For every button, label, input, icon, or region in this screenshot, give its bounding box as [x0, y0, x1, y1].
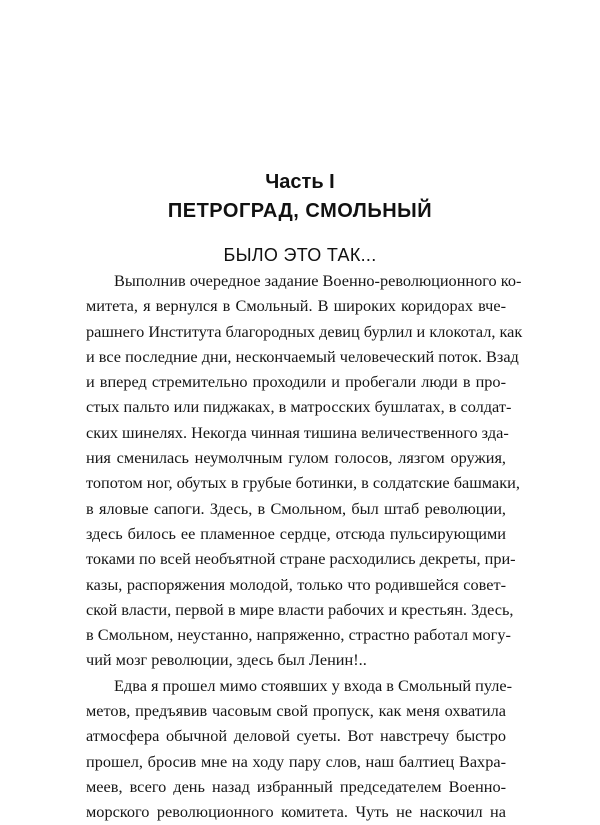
text-line: рашнего Института благородных девиц бурлил и клокотал, как — [86, 321, 523, 341]
text-line: метов, предъявив часовым свой пропуск, как меня охватила — [86, 701, 506, 721]
text-line: Выполнив очередное задание Военно-революционного ко- — [114, 271, 522, 290]
text-line: в Смольном, неустанно, напряженно, страстно работал могу- — [86, 625, 511, 645]
text-line: стых пальто или пиджаках, в матросских бушлатах, в солдат- — [86, 397, 512, 417]
text-line: атмосфера обычной деловой суеты. Вот навстречу быстро — [86, 726, 506, 746]
part-title: ПЕТРОГРАД, СМОЛЬНЫЙ — [167, 200, 433, 222]
body-text — [86, 268, 523, 825]
text-line: митета, я вернулся в Смольный. В широких коридорах вче- — [86, 296, 506, 316]
part-label: Часть I — [265, 171, 335, 193]
text-line: ния сменилась неумолчным гулом голосов, лязгом оружия, — [86, 448, 506, 468]
text-line: здесь билось ее пламенное сердце, отсюда пульсирующими — [86, 523, 506, 543]
text-line: казы, распоряжения молодой, только что родившейся совет- — [86, 574, 506, 594]
text-line: ских шинелях. Некогда чинная тишина величественного зда- — [86, 422, 509, 442]
text-line: морского революционного комитета. Чуть не наскочил на — [86, 802, 506, 822]
text-line: токами по всей необъятной стране расходились декреты, при- — [86, 549, 516, 569]
section-heading: БЫЛО ЭТО ТАК... — [223, 245, 377, 265]
text-line: прошел, бросив мне на ходу пару слов, наш балтиец Вахра- — [86, 751, 506, 771]
text-line: чий мозг революции, здесь был Ленин!.. — [86, 650, 367, 670]
text-line: топотом ног, обутых в грубые ботинки, в солдатские башмаки, — [86, 473, 520, 493]
text-line: ской власти, первой в мире власти рабочих и крестьян. Здесь, — [86, 599, 514, 619]
text-line: в яловые сапоги. Здесь, в Смольном, был штаб революции, — [86, 498, 506, 518]
text-line: Едва я прошел мимо стоявших у входа в Смольный пуле- — [114, 675, 513, 695]
text-line: меев, всего день назад избранный председателем Военно- — [86, 776, 506, 796]
text-line: и все последние дни, нескончаемый человеческий поток. Взад — [86, 346, 519, 366]
text-line: и вперед стремительно проходили и пробегали люди в про- — [86, 372, 506, 392]
